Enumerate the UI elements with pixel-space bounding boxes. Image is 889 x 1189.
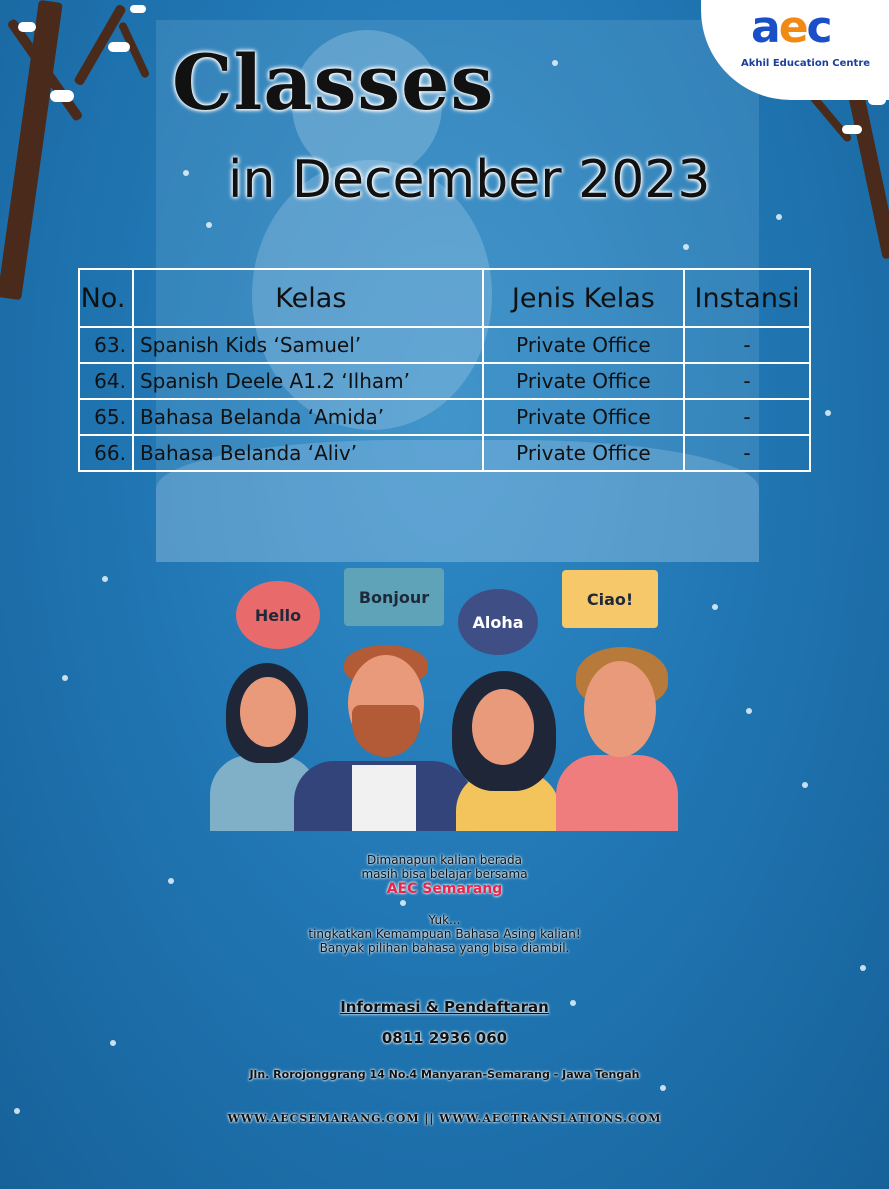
aec-logo-name: Akhil Education Centre	[741, 58, 871, 69]
table-header-row	[79, 269, 810, 327]
contact-heading: Informasi & Pendaftaran	[340, 998, 549, 1016]
cell-instansi: -	[684, 435, 810, 471]
speech-bubble-bonjour: Bonjour	[344, 568, 444, 626]
cell-jenis-kelas: Private Office	[483, 399, 684, 435]
page-title: Classes	[172, 38, 495, 127]
cell-instansi: -	[684, 399, 810, 435]
table-row	[79, 435, 810, 471]
message-line-2: masih bisa belajar bersama	[361, 867, 528, 881]
cell-instansi: -	[684, 327, 810, 363]
people-illustration	[210, 565, 678, 831]
contact-phone[interactable]: 0811 2936 060	[381, 1029, 508, 1047]
header-no: No.	[79, 269, 133, 327]
header-instansi: Instansi	[684, 269, 810, 327]
cell-no: 63.	[79, 327, 133, 363]
cell-kelas: Bahasa Belanda ‘Amida’	[133, 399, 483, 435]
message-block	[0, 853, 889, 955]
table-row	[79, 327, 810, 363]
cell-no: 64.	[79, 363, 133, 399]
message-line-5: Banyak pilihan bahasa yang bisa diambil.	[319, 941, 570, 955]
cell-jenis-kelas: Private Office	[483, 435, 684, 471]
message-line-4: tingkatkan Kemampuan Bahasa Asing kalian!	[308, 927, 581, 941]
cell-kelas: Spanish Deele A1.2 ‘Ilham’	[133, 363, 483, 399]
table-row	[79, 399, 810, 435]
cell-instansi: -	[684, 363, 810, 399]
footer-websites[interactable]: WWW.AECSEMARANG.COM || WWW.AECTRANSLATIONS.COM	[227, 1112, 662, 1125]
page-subtitle: in December 2023	[228, 150, 711, 210]
header-kelas: Kelas	[133, 269, 483, 327]
contact-address: Jln. Rorojonggrang 14 No.4 Manyaran-Semarang - Jawa Tengah	[249, 1068, 640, 1081]
cell-jenis-kelas: Private Office	[483, 363, 684, 399]
table-row	[79, 363, 810, 399]
cell-no: 66.	[79, 435, 133, 471]
aec-logo-mark: aec	[751, 2, 831, 53]
cell-kelas: Bahasa Belanda ‘Aliv’	[133, 435, 483, 471]
message-line-3: Yuk...	[428, 913, 461, 927]
message-brand: AEC Semarang	[386, 881, 503, 897]
cell-jenis-kelas: Private Office	[483, 327, 684, 363]
header-jenis-kelas: Jenis Kelas	[483, 269, 684, 327]
cell-no: 65.	[79, 399, 133, 435]
message-line-1: Dimanapun kalian berada	[366, 853, 522, 867]
cell-kelas: Spanish Kids ‘Samuel’	[133, 327, 483, 363]
classes-table	[78, 268, 811, 472]
speech-bubble-ciao: Ciao!	[562, 570, 658, 628]
speech-bubble-hello: Hello	[236, 581, 320, 649]
speech-bubble-aloha: Aloha	[458, 589, 538, 655]
